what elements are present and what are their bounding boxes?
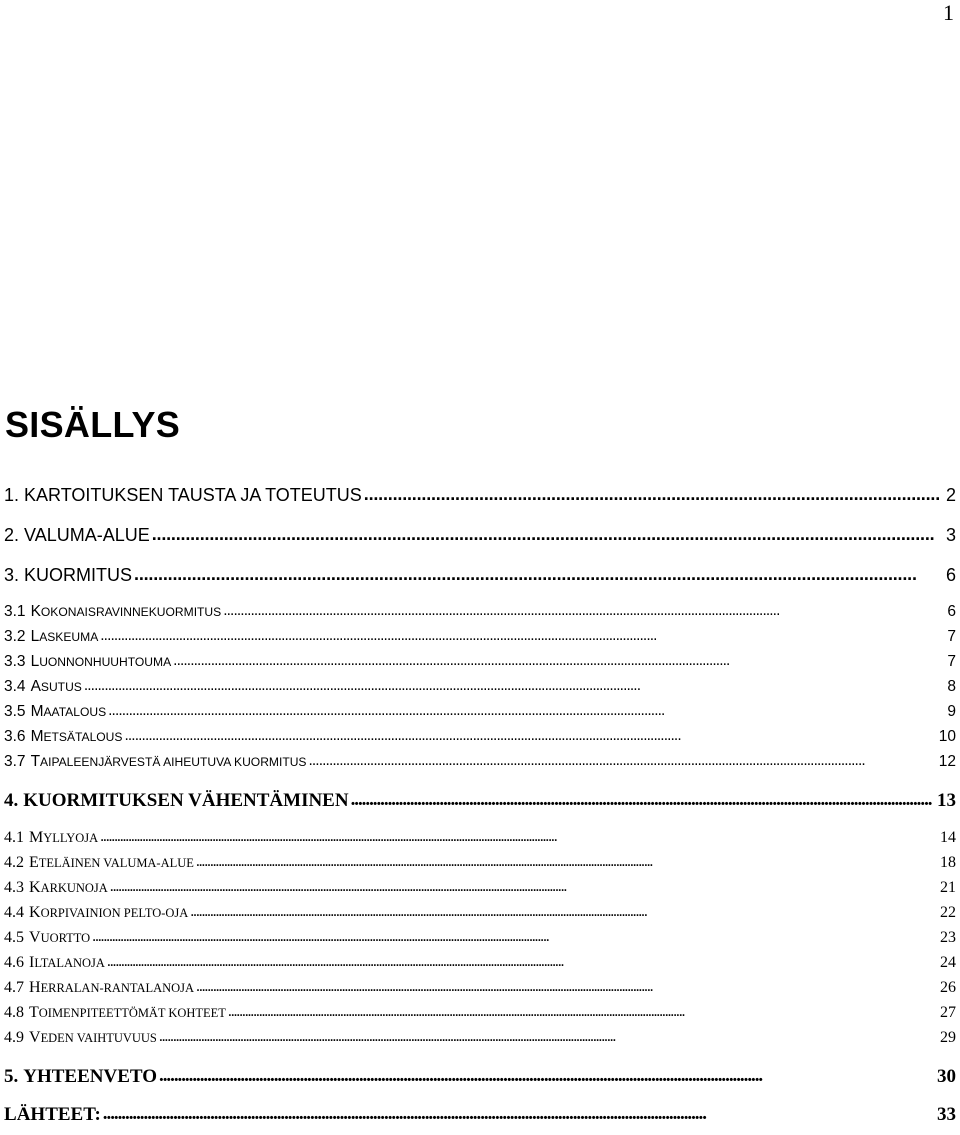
toc-entry-title [24, 564, 132, 586]
toc-entry-page: 21 [940, 879, 956, 896]
toc-entry-title-rest: ERRALAN-RANTALANOJA [40, 981, 195, 995]
toc-entry-page: 22 [940, 904, 956, 921]
toc-dot-leader [92, 927, 935, 947]
toc-entry[interactable] [4, 652, 956, 672]
toc-entry-number: 4. [4, 790, 19, 811]
toc-entry-title-initial: K [24, 565, 37, 585]
toc-entry-number: 5. [4, 1066, 19, 1087]
toc-entry-title [31, 627, 99, 647]
toc-dot-leader [190, 902, 935, 922]
toc-entry-page: 26 [940, 979, 956, 996]
toc-entry-number: 4.5 [4, 929, 24, 946]
toc-entry-title-initial: V [24, 525, 35, 545]
toc-entry-title-rest: UORTTO [40, 931, 91, 945]
toc-entry[interactable] [4, 1003, 956, 1023]
toc-entry-title [29, 953, 105, 973]
toc-dot-leader [196, 977, 935, 997]
toc-dot-leader [173, 651, 942, 671]
toc-entry-title-rest: HTEENVETO [36, 1066, 158, 1087]
toc-entry[interactable] [4, 978, 956, 998]
toc-dot-leader [124, 726, 933, 746]
toc-entry-number: 1. [4, 485, 20, 505]
toc-entry-title-initial: E [29, 854, 39, 871]
toc-entry-page: 33 [937, 1104, 956, 1125]
toc-entry-title-rest: ALUMA-ALUE [34, 525, 150, 545]
toc-entry-title [31, 602, 222, 622]
toc-entry-title [29, 828, 98, 848]
toc-entry-title-initial: Y [23, 1066, 37, 1087]
toc-entry-title-initial: V [29, 929, 41, 946]
toc-entry-page: 7 [947, 628, 956, 645]
toc-entry-title [23, 1066, 157, 1088]
toc-entry-number: 4.2 [4, 854, 24, 871]
toc-entry-title-rest: YLLYOJA [43, 831, 99, 845]
toc-entry-number: 4.3 [4, 879, 24, 896]
toc-entry-title-rest: TELÄINEN VALUMA-ALUE [38, 856, 194, 870]
toc-entry-title-initial: M [30, 728, 44, 745]
toc-entry-number: 3.4 [4, 678, 26, 695]
toc-entry-title [24, 484, 362, 506]
toc-entry-title-rest: ETSÄTALOUS [43, 730, 123, 744]
toc-entry-number: 3.5 [4, 703, 26, 720]
toc-entry-number: 3.1 [4, 603, 26, 620]
toc-heading: SISÄLLYS [5, 404, 181, 445]
toc-entry[interactable] [4, 1066, 956, 1088]
toc-dot-leader [159, 1065, 932, 1087]
toc-dot-leader [107, 952, 935, 972]
toc-entry-title-initial: K [29, 879, 41, 896]
toc-entry-title [31, 752, 307, 772]
toc-entry-title-rest: AATALOUS [43, 705, 107, 719]
toc-entry-title-initial: L [4, 1104, 17, 1125]
toc-entry[interactable] [4, 484, 956, 506]
toc-entry-title-initial: K [29, 904, 41, 921]
toc-dot-leader [351, 789, 932, 811]
toc-entry-title [23, 790, 348, 812]
toc-entry-title-initial: M [29, 829, 44, 846]
toc-entry-number: 3.7 [4, 753, 26, 770]
toc-dot-leader [308, 751, 933, 771]
toc-entry[interactable] [4, 602, 956, 622]
toc-entry-title-rest: ARKUNOJA [40, 881, 108, 895]
toc-entry-number: 4.7 [4, 979, 24, 996]
toc-entry[interactable] [4, 727, 956, 747]
toc-entry-title-rest: ÄHTEET: [16, 1104, 101, 1125]
toc-entry-number: 3. [4, 565, 20, 585]
toc-dot-leader [100, 827, 935, 847]
toc-dot-leader [134, 563, 941, 585]
toc-entry-title-rest: OKONAISRAVINNEKUORMITUS [40, 605, 222, 619]
toc-entry-page: 7 [947, 653, 956, 670]
toc-entry[interactable] [4, 903, 956, 923]
toc-dot-leader [108, 701, 942, 721]
toc-dot-leader [152, 523, 941, 545]
toc-entry-title-initial: V [29, 1029, 41, 1046]
toc-entry-title-initial: T [30, 753, 41, 770]
toc-entry-page: 6 [945, 565, 956, 585]
toc-dot-leader [228, 1002, 935, 1022]
toc-entry-title-initial: A [30, 678, 41, 695]
toc-entry-page: 24 [940, 954, 956, 971]
toc-dot-leader [103, 1103, 932, 1125]
toc-entry-page: 12 [938, 753, 956, 770]
toc-entry-title [29, 978, 194, 998]
toc-entry-page: 10 [938, 728, 956, 745]
toc-entry-page: 3 [945, 525, 956, 545]
toc-entry[interactable] [4, 1028, 956, 1048]
toc-entry-title-initial: K [23, 790, 39, 811]
toc-entry-page: 23 [940, 929, 956, 946]
toc-entry-number: 2. [4, 525, 20, 545]
toc-entry-number: 4.1 [4, 829, 24, 846]
toc-dot-leader [110, 877, 935, 897]
toc-entry-page: 2 [945, 485, 956, 505]
toc-entry-number: 4.9 [4, 1029, 24, 1046]
toc-entry[interactable] [4, 627, 956, 647]
toc-entry-title-rest: ARTOITUKSEN TAUSTA JA TOTEUTUS [36, 485, 362, 505]
toc-entry-page: 8 [947, 678, 956, 695]
toc-entry-title [31, 677, 82, 697]
toc-entry-title-rest: AIPALEENJÄRVESTÄ AIHEUTUVA KUORMITUS [40, 755, 307, 769]
toc-entry-title-rest: SUTUS [40, 680, 82, 694]
toc-entry-page: 29 [940, 1029, 956, 1046]
toc-entry-page: 6 [947, 603, 956, 620]
toc-entry-title-rest: UORMITUKSEN VÄHENTÄMINEN [38, 790, 349, 811]
toc-entry-title-initial: K [24, 485, 37, 505]
toc-entry-title-rest: ORPIVAINION PELTO-OJA [40, 906, 189, 920]
toc-entry-title-initial: K [30, 603, 41, 620]
toc-dot-leader [223, 601, 942, 621]
toc-entry-title-rest: ASKEUMA [39, 630, 99, 644]
toc-entry-title [24, 524, 150, 546]
toc-dot-leader [84, 676, 943, 696]
toc-entry-title [29, 878, 108, 898]
toc-entry-page: 13 [937, 790, 956, 811]
toc-entry-title-rest: EDEN VAIHTUVUUS [40, 1031, 157, 1045]
toc-dot-leader [196, 852, 935, 872]
toc-entry-title [29, 853, 194, 873]
toc-entry[interactable] [4, 1104, 956, 1126]
toc-entry-number: 3.2 [4, 628, 26, 645]
toc-entry[interactable] [4, 853, 956, 873]
toc-entry[interactable] [4, 524, 956, 546]
toc-entry-number: 4.4 [4, 904, 24, 921]
toc-entry-title [4, 1104, 101, 1126]
toc-entry-title [29, 903, 188, 923]
toc-entry-number: 3.3 [4, 653, 26, 670]
toc-entry-number: 4.8 [4, 1004, 24, 1021]
toc-entry[interactable] [4, 953, 956, 973]
toc-entry-number: 4.6 [4, 954, 24, 971]
toc-entry-title-initial: L [30, 653, 40, 670]
toc-entry-title [31, 652, 172, 672]
toc-entry-title [31, 727, 123, 747]
toc-entry-title-rest: UORMITUS [36, 565, 133, 585]
toc-dot-leader [159, 1027, 935, 1047]
toc-entry-title [29, 1003, 226, 1023]
toc-entry-title-rest: LTALANOJA [34, 956, 105, 970]
toc-entry-title [31, 702, 107, 722]
toc-entry-page: 9 [947, 703, 956, 720]
toc-entry-title-initial: L [30, 628, 40, 645]
toc-entry-page: 18 [940, 854, 956, 871]
toc-entry-page: 30 [937, 1066, 956, 1087]
toc-entry-number: 3.6 [4, 728, 26, 745]
toc-dot-leader [100, 626, 942, 646]
toc-entry[interactable] [4, 828, 956, 848]
toc-entry[interactable] [4, 677, 956, 697]
toc-entry-title-initial: H [29, 979, 41, 996]
toc-entry-page: 14 [940, 829, 956, 846]
toc-entry[interactable] [4, 564, 956, 586]
toc-entry-title [29, 928, 90, 948]
page-number: 1 [943, 0, 954, 25]
toc-entry-title-initial: M [30, 703, 44, 720]
toc-entry[interactable] [4, 928, 956, 948]
toc-entry-title [29, 1028, 157, 1048]
toc-entry[interactable] [4, 702, 956, 722]
toc-entry[interactable] [4, 878, 956, 898]
toc-entry-title-initial: T [29, 1004, 39, 1021]
toc-dot-leader [364, 483, 941, 505]
toc-entry-title-rest: OIMENPITEETTÖMÄT KOHTEET [38, 1006, 226, 1020]
toc-entry[interactable] [4, 790, 956, 812]
toc-entry-title-initial: I [29, 954, 35, 971]
toc-entry-page: 27 [940, 1004, 956, 1021]
toc-entry-title-rest: UONNONHUUHTOUMA [39, 655, 172, 669]
toc-entry[interactable] [4, 752, 956, 772]
